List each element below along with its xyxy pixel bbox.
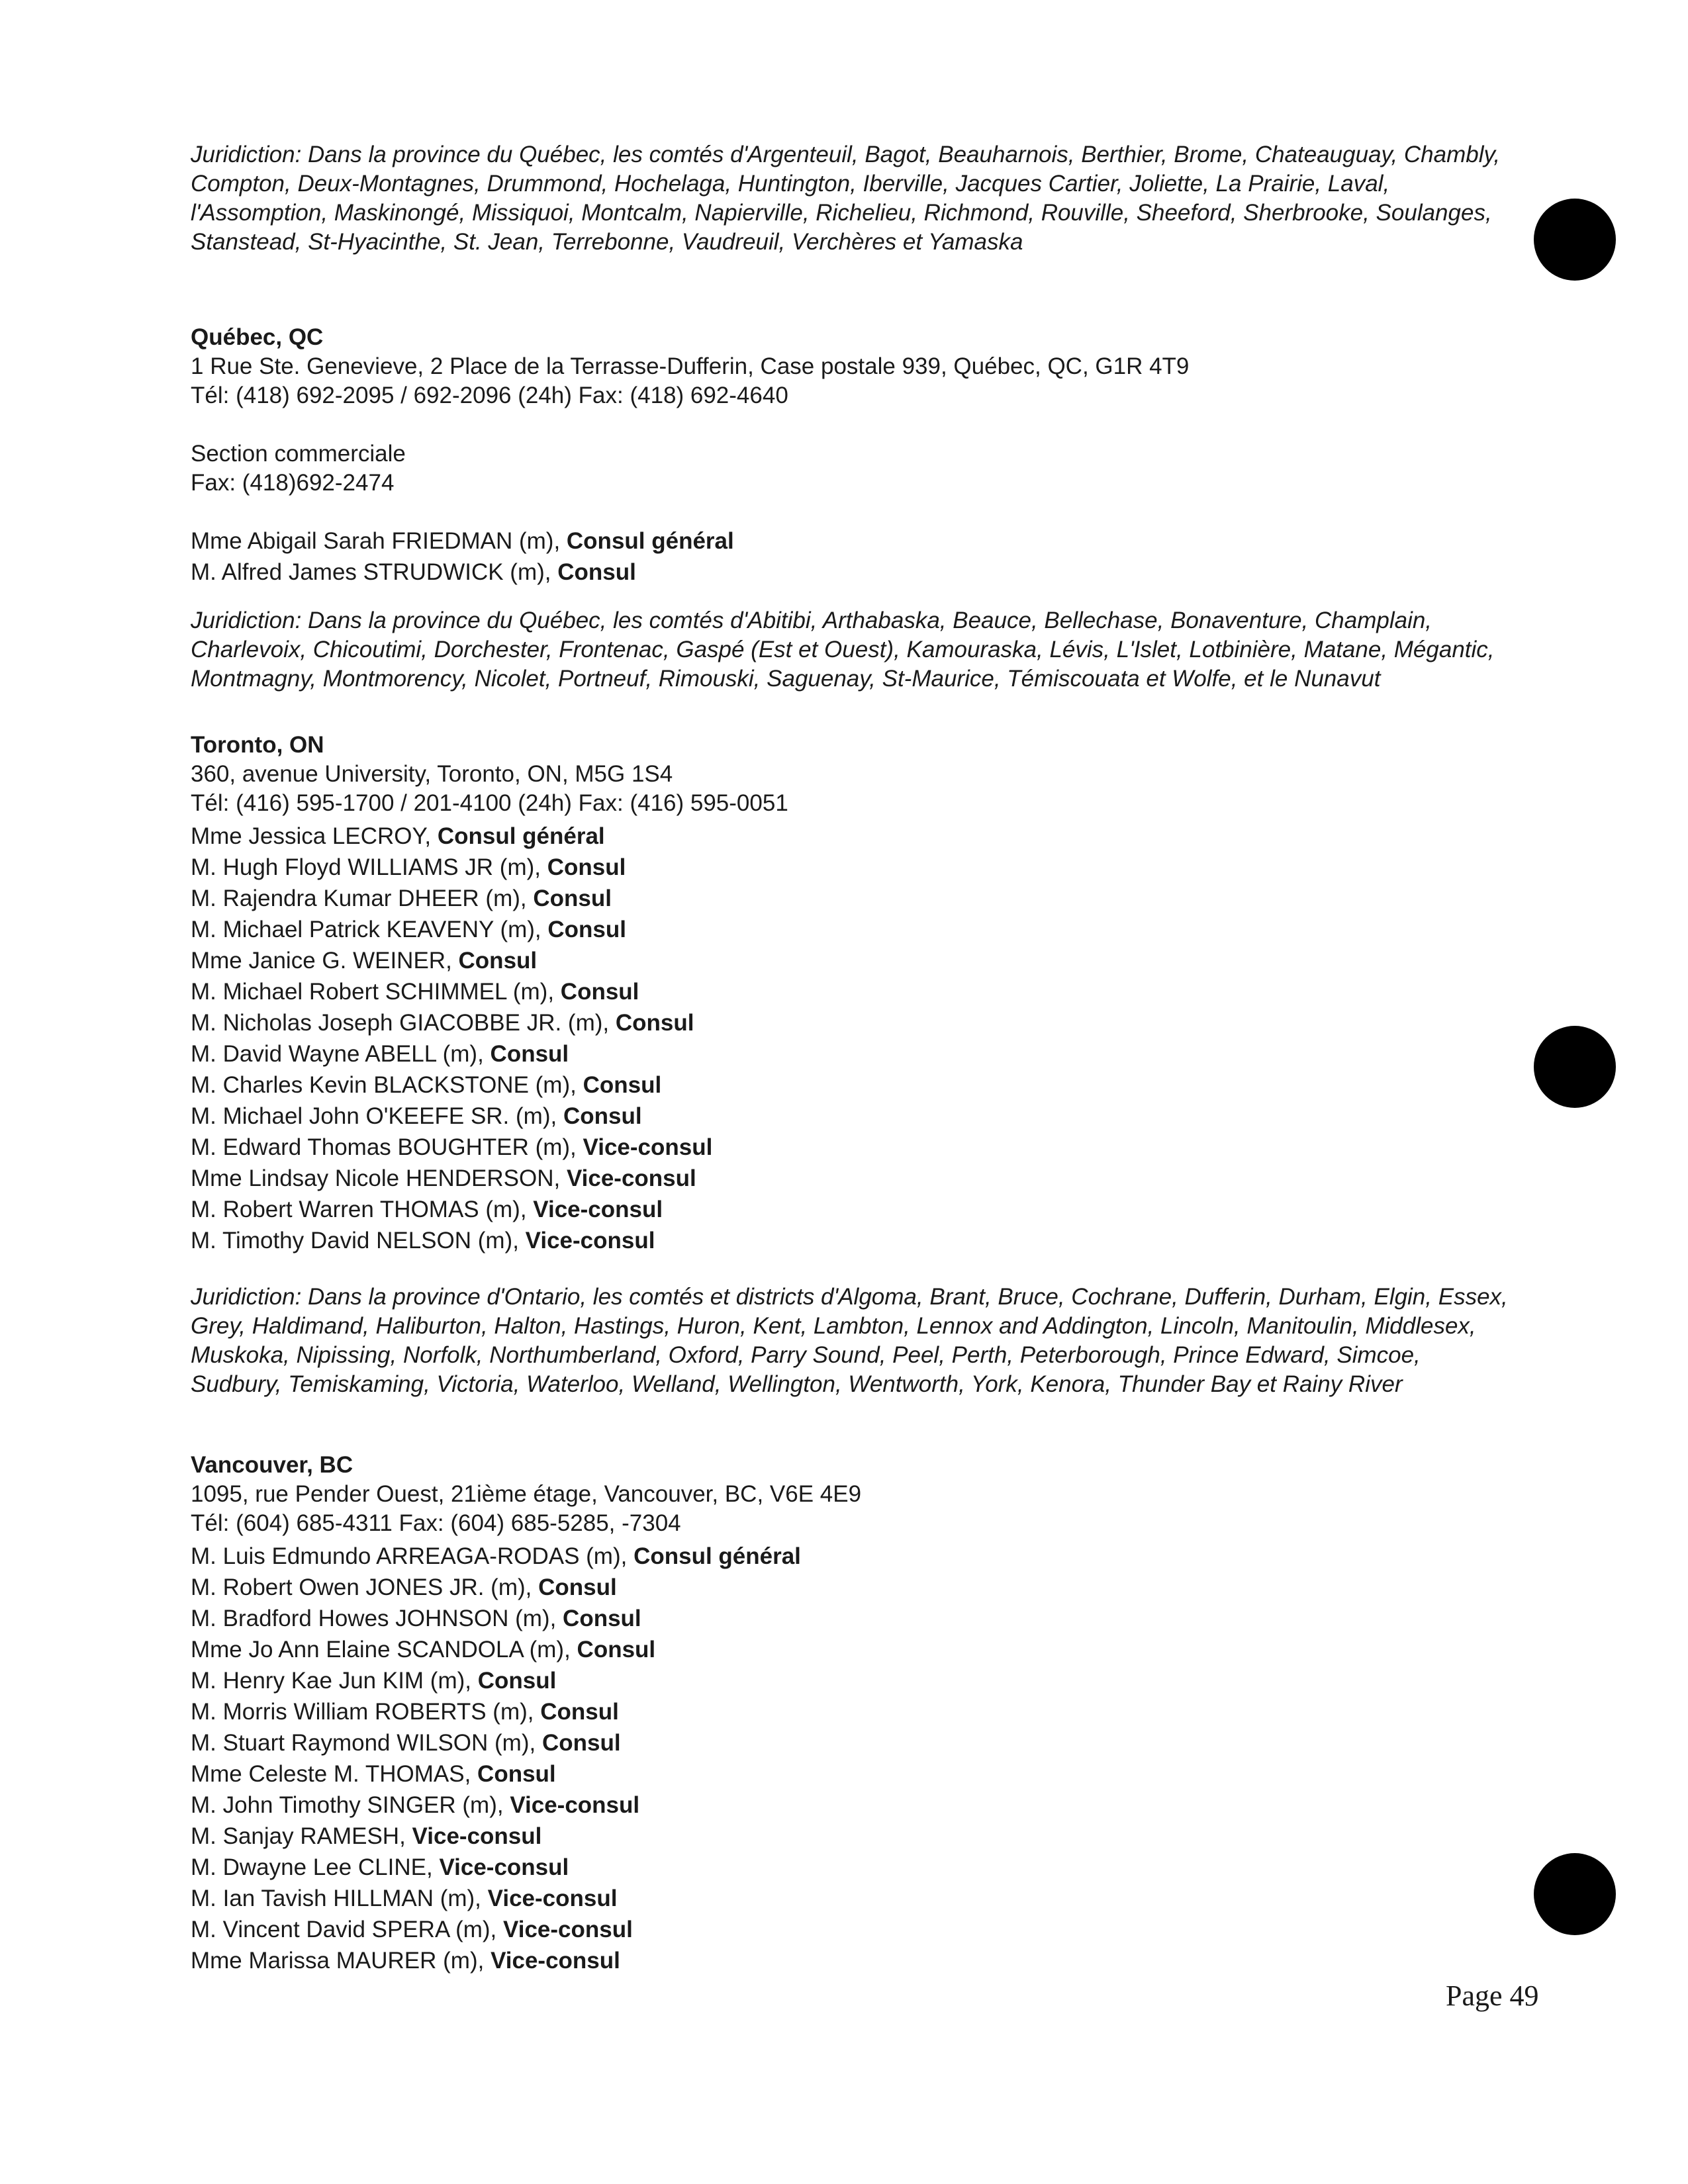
staff-name: M. Michael John O'KEEFE SR. (m),	[191, 1103, 563, 1129]
staff-name: M. Timothy David NELSON (m),	[191, 1228, 526, 1253]
staff-name: M. Hugh Floyd WILLIAMS JR (m),	[191, 854, 547, 880]
vancouver-staff-list	[191, 1541, 1515, 1976]
staff-name: M. Nicholas Joseph GIACOBBE JR. (m),	[191, 1010, 616, 1036]
quebec-section	[191, 323, 1515, 694]
staff-role: Vice-consul	[510, 1792, 640, 1818]
quebec-title: Québec, QC	[191, 324, 324, 350]
punch-hole-top	[1534, 199, 1616, 281]
staff-entry	[191, 1541, 1515, 1572]
staff-role: Consul	[540, 1699, 619, 1725]
staff-role: Consul	[458, 948, 538, 974]
staff-entry	[191, 1945, 1515, 1976]
staff-name: M. Robert Warren THOMAS (m),	[191, 1197, 534, 1222]
toronto-section	[191, 731, 1515, 1399]
staff-role: Consul	[477, 1761, 556, 1787]
staff-name: M. Vincent David SPERA (m),	[191, 1917, 504, 1942]
staff-entry	[191, 1758, 1515, 1790]
staff-entry	[191, 976, 1515, 1007]
staff-role: Consul	[538, 1574, 617, 1600]
staff-role: Consul	[477, 1668, 557, 1694]
staff-entry	[191, 1132, 1515, 1163]
staff-role: Consul	[615, 1010, 694, 1036]
toronto-address: 360, avenue University, Toronto, ON, M5G 1S4	[191, 761, 673, 787]
quebec-section-fax: Fax: (418)692-2474	[191, 470, 395, 496]
staff-entry	[191, 945, 1515, 976]
staff-name: M. Dwayne Lee CLINE,	[191, 1854, 440, 1880]
staff-entry	[191, 1603, 1515, 1634]
staff-role: Consul	[557, 559, 636, 585]
staff-name: Mme Jo Ann Elaine SCANDOLA (m),	[191, 1637, 577, 1662]
staff-name: M. Robert Owen JONES JR. (m),	[191, 1574, 539, 1600]
toronto-title: Toronto, ON	[191, 732, 324, 758]
staff-name: Mme Janice G. WEINER,	[191, 948, 459, 974]
staff-role: Consul	[577, 1637, 656, 1662]
vancouver-section	[191, 1451, 1515, 1976]
staff-role: Consul général	[566, 528, 734, 554]
staff-name: M. Ian Tavish HILLMAN (m),	[191, 1886, 488, 1911]
staff-entry	[191, 1696, 1515, 1727]
staff-role: Consul	[541, 1730, 621, 1756]
staff-entry	[191, 1914, 1515, 1945]
staff-entry	[191, 1007, 1515, 1038]
staff-entry	[191, 1727, 1515, 1758]
staff-role: Vice-consul	[533, 1197, 663, 1222]
staff-name: M. Rajendra Kumar DHEER (m),	[191, 886, 534, 911]
staff-role: Vice-consul	[525, 1228, 655, 1253]
staff-name: M. Stuart Raymond WILSON (m),	[191, 1730, 542, 1756]
staff-name: M. Morris William ROBERTS (m),	[191, 1699, 541, 1725]
staff-role: Consul	[563, 1103, 642, 1129]
staff-entry	[191, 1101, 1515, 1132]
staff-entry	[191, 557, 1515, 588]
staff-entry	[191, 1665, 1515, 1696]
staff-entry	[191, 1194, 1515, 1225]
staff-name: M. Henry Kae Jun KIM (m),	[191, 1668, 478, 1694]
staff-name: M. Sanjay RAMESH,	[191, 1823, 412, 1849]
toronto-staff-list	[191, 821, 1515, 1256]
staff-name: M. Michael Patrick KEAVENY (m),	[191, 917, 548, 942]
staff-name: M. Luis Edmundo ARREAGA-RODAS (m),	[191, 1543, 634, 1569]
quebec-address: 1 Rue Ste. Genevieve, 2 Place de la Terrasse-Dufferin, Case postale 939, Québec, QC, G1R 4T9	[191, 353, 1190, 379]
staff-role: Vice-consul	[412, 1823, 542, 1849]
staff-entry	[191, 1572, 1515, 1603]
toronto-phone: Tél: (416) 595-1700 / 201-4100 (24h) Fax: (416) 595-0051	[191, 790, 788, 816]
staff-entry	[191, 821, 1515, 852]
staff-role: Consul	[547, 854, 626, 880]
staff-name: M. Bradford Howes JOHNSON (m),	[191, 1606, 563, 1631]
quebec-jurisdiction: Juridiction: Dans la province du Québec, les comtés d'Abitibi, Arthabaska, Beauce, Bellechase, Bonaventure, Champlain, Charlevoix, Chicoutimi, Dorchester, Frontenac, Gaspé (Est et Ouest), Kamouraska, Lévis, L'Islet, Lotbinière, Matane, Mégantic, Montmagny, Montmorency, Nicolet, Portneuf, Rimouski, Saguenay, St-Maurice, Témiscouata et Wolfe, et le Nunavut	[191, 608, 1495, 692]
staff-name: M. Alfred James STRUDWICK (m),	[191, 559, 558, 585]
staff-role: Consul	[560, 979, 639, 1005]
intro-jurisdiction: Juridiction: Dans la province du Québec, les comtés d'Argenteuil, Bagot, Beauharnois, Berthier, Brome, Chateauguay, Chambly, Compton, Deux-Montagnes, Drummond, Hochelaga, Huntington, Iberville, Jacques Cartier, Joliette, La Prairie, Laval, l'Assomption, Maskinongé, Missiquoi, Montcalm, Napierville, Richelieu, Richmond, Rouville, Sheeford, Sherbrooke, Soulanges, Stanstead, St-Hyacinthe, St. Jean, Terrebonne, Vaudreuil, Verchères et Yamaska	[191, 142, 1501, 255]
staff-entry	[191, 1069, 1515, 1101]
vancouver-address: 1095, rue Pender Ouest, 21ième étage, Vancouver, BC, V6E 4E9	[191, 1481, 862, 1507]
staff-entry	[191, 525, 1515, 557]
staff-name: Mme Lindsay Nicole HENDERSON,	[191, 1165, 567, 1191]
staff-role: Vice-consul	[566, 1165, 696, 1191]
staff-entry	[191, 1038, 1515, 1069]
staff-entry	[191, 1790, 1515, 1821]
staff-name: M. Edward Thomas BOUGHTER (m),	[191, 1134, 583, 1160]
punch-hole-middle	[1534, 1026, 1616, 1108]
staff-entry	[191, 1163, 1515, 1194]
staff-role: Vice-consul	[487, 1886, 618, 1911]
staff-role: Vice-consul	[583, 1134, 713, 1160]
staff-role: Consul	[533, 886, 612, 911]
staff-entry	[191, 1852, 1515, 1883]
quebec-section-label: Section commerciale	[191, 441, 406, 467]
staff-entry	[191, 1883, 1515, 1914]
staff-name: M. John Timothy SINGER (m),	[191, 1792, 510, 1818]
staff-role: Vice-consul	[491, 1948, 620, 1974]
quebec-staff-list	[191, 525, 1515, 588]
page-number: Page 49	[1446, 1979, 1539, 2012]
staff-name: M. David Wayne ABELL (m),	[191, 1041, 491, 1067]
staff-role: Vice-consul	[439, 1854, 569, 1880]
staff-role: Consul	[547, 917, 626, 942]
staff-name: Mme Abigail Sarah FRIEDMAN (m),	[191, 528, 567, 554]
staff-role: Consul général	[633, 1543, 801, 1569]
staff-entry	[191, 914, 1515, 945]
staff-name: M. Charles Kevin BLACKSTONE (m),	[191, 1072, 583, 1098]
staff-entry	[191, 852, 1515, 883]
staff-name: Mme Marissa MAURER (m),	[191, 1948, 491, 1974]
staff-entry	[191, 1821, 1515, 1852]
vancouver-phone: Tél: (604) 685-4311 Fax: (604) 685-5285, -7304	[191, 1510, 681, 1536]
staff-role: Consul	[583, 1072, 662, 1098]
vancouver-title: Vancouver, BC	[191, 1452, 353, 1478]
staff-entry	[191, 1634, 1515, 1665]
toronto-jurisdiction: Juridiction: Dans la province d'Ontario, les comtés et districts d'Algoma, Brant, Bruce, Cochrane, Dufferin, Durham, Elgin, Essex, Grey, Haldimand, Haliburton, Halton, Hastings, Huron, Kent, Lambton, Lennox and Addington, Lincoln, Manitoulin, Middlesex, Muskoka, Nipissing, Norfolk, Northumberland, Oxford, Parry Sound, Peel, Perth, Peterborough, Prince Edward, Simcoe, Sudbury, Temiskaming, Victoria, Waterloo, Welland, Wellington, Wentworth, York, Kenora, Thunder Bay et Rainy River	[191, 1284, 1508, 1397]
staff-name: M. Michael Robert SCHIMMEL (m),	[191, 979, 561, 1005]
staff-role: Vice-consul	[503, 1917, 633, 1942]
staff-entry	[191, 1225, 1515, 1256]
staff-name: Mme Celeste M. THOMAS,	[191, 1761, 478, 1787]
punch-hole-bottom	[1534, 1853, 1616, 1935]
staff-entry	[191, 883, 1515, 914]
staff-role: Consul	[563, 1606, 641, 1631]
page-content	[191, 140, 1515, 1976]
staff-role: Consul général	[437, 823, 605, 849]
staff-role: Consul	[490, 1041, 569, 1067]
staff-name: Mme Jessica LECROY,	[191, 823, 438, 849]
quebec-phone: Tél: (418) 692-2095 / 692-2096 (24h) Fax: (418) 692-4640	[191, 383, 788, 408]
